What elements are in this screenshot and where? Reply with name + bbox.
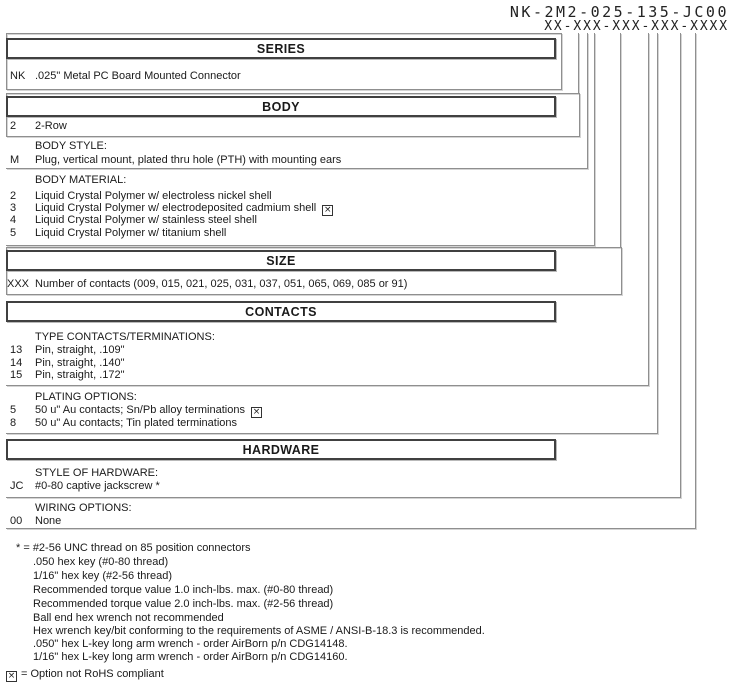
contacts-type-option-row [0, 369, 125, 381]
option-desc: Liquid Crystal Polymer w/ titanium shell [35, 227, 227, 239]
option-desc: Number of contacts (009, 015, 021, 025, 031, 037, 051, 065, 069, 085 or 91) [35, 278, 408, 290]
option-desc: Plug, vertical mount, plated thru hole (PTH) with mounting ears [35, 154, 342, 166]
series-header [6, 38, 556, 59]
subsection-label: PLATING OPTIONS: [35, 391, 137, 403]
size-option-row [0, 278, 407, 290]
option-code: 8 [10, 417, 17, 429]
footnote-line: 1/16" hex key (#2-56 thread) [33, 570, 173, 582]
option-desc: .025" Metal PC Board Mounted Connector [35, 70, 241, 82]
body-style-option-row [0, 154, 341, 166]
contacts-type-option-row [0, 344, 125, 356]
series-title: SERIES [256, 41, 306, 56]
hardware-title: HARDWARE [242, 442, 320, 457]
subsection-label: BODY STYLE: [35, 140, 107, 152]
option-desc: #0-80 captive jackscrew * [35, 480, 160, 492]
not-rohs-icon: × [323, 205, 332, 215]
option-desc: 50 u" Au contacts; Sn/Pb alloy terminations [35, 404, 245, 416]
footnote-line: Recommended torque value 2.0 inch-lbs. max. (#2-56 thread) [33, 598, 334, 610]
option-code: NK [10, 70, 26, 82]
body-header [6, 96, 556, 117]
footnote-line: * = #2-56 UNC thread on 85 position connectors [16, 542, 251, 554]
body-style-label-row [0, 140, 107, 152]
rohs-legend-row [6, 668, 164, 682]
subsection-label: WIRING OPTIONS: [35, 502, 132, 514]
option-desc: Liquid Crystal Polymer w/ stainless steel shell [35, 214, 257, 226]
option-code: 00 [10, 515, 23, 527]
body-title: BODY [262, 99, 300, 114]
not-rohs-icon: × [7, 671, 16, 681]
option-code: 3 [10, 202, 17, 214]
option-desc: Liquid Crystal Polymer w/ electrodeposited cadmium shell [35, 202, 317, 214]
part-number-template: XX-XXX-XXX-XXX-XXXX [544, 19, 729, 34]
option-code: JC [10, 480, 24, 492]
footnote-line: 1/16" hex L-key long arm wrench - order AirBorn p/n CDG14160. [33, 651, 348, 663]
not-rohs-icon: × [252, 407, 261, 417]
option-desc: 2-Row [35, 120, 67, 132]
option-code: 14 [10, 357, 23, 369]
hardware-style-label-row [0, 467, 158, 479]
part-number-example: NK-2M2-025-135-JC00 [509, 3, 729, 21]
option-code: 2 [10, 120, 17, 132]
series-option-row [0, 70, 241, 82]
option-desc: Pin, straight, .109" [35, 344, 125, 356]
subsection-label: BODY MATERIAL: [35, 174, 127, 186]
option-code: 5 [10, 227, 17, 239]
body-material-option-row [0, 190, 272, 202]
footnote-line: .050 hex key (#0-80 thread) [33, 556, 169, 568]
footnote-line: Hex wrench key/bit conforming to the requirements of ASME / ANSI-B-18.3 is recommended. [33, 625, 485, 637]
contacts-header [6, 301, 556, 322]
footnote-line: Recommended torque value 1.0 inch-lbs. max. (#0-80 thread) [33, 584, 334, 596]
contacts-title: CONTACTS [245, 304, 317, 319]
plating-option-row [0, 404, 262, 418]
hardware-style-option-row [0, 480, 160, 492]
option-code: 2 [10, 190, 17, 202]
size-title: SIZE [266, 253, 296, 268]
wiring-option-row [0, 515, 61, 527]
option-code: 4 [10, 214, 17, 226]
option-desc: Pin, straight, .140" [35, 357, 125, 369]
hardware-header [6, 439, 556, 460]
contacts-type-option-row [0, 357, 125, 369]
option-desc: 50 u" Au contacts; Tin plated terminations [35, 417, 238, 429]
option-code: M [10, 154, 20, 166]
body-material-option-row [0, 227, 226, 239]
body-row-option [0, 120, 67, 132]
body-material-option-row [0, 214, 257, 226]
option-code: XXX [7, 278, 30, 290]
contacts-type-label-row [0, 331, 215, 343]
rohs-legend-text: = Option not RoHS compliant [21, 668, 164, 680]
plating-option-row [0, 417, 237, 429]
option-desc: Liquid Crystal Polymer w/ electroless nickel shell [35, 190, 272, 202]
option-desc: None [35, 515, 62, 527]
option-code: 15 [10, 369, 23, 381]
footnote-line: .050" hex L-key long arm wrench - order AirBorn p/n CDG14148. [33, 638, 348, 650]
subsection-label: STYLE OF HARDWARE: [35, 467, 159, 479]
option-desc: Pin, straight, .172" [35, 369, 125, 381]
option-code: 5 [10, 404, 17, 416]
plating-label-row [0, 391, 137, 403]
footnote-line: Ball end hex wrench not recommended [33, 612, 224, 624]
subsection-label: TYPE CONTACTS/TERMINATIONS: [35, 331, 215, 343]
body-material-label-row [0, 174, 126, 186]
wiring-label-row [0, 502, 132, 514]
size-header [6, 250, 556, 271]
option-code: 13 [10, 344, 23, 356]
